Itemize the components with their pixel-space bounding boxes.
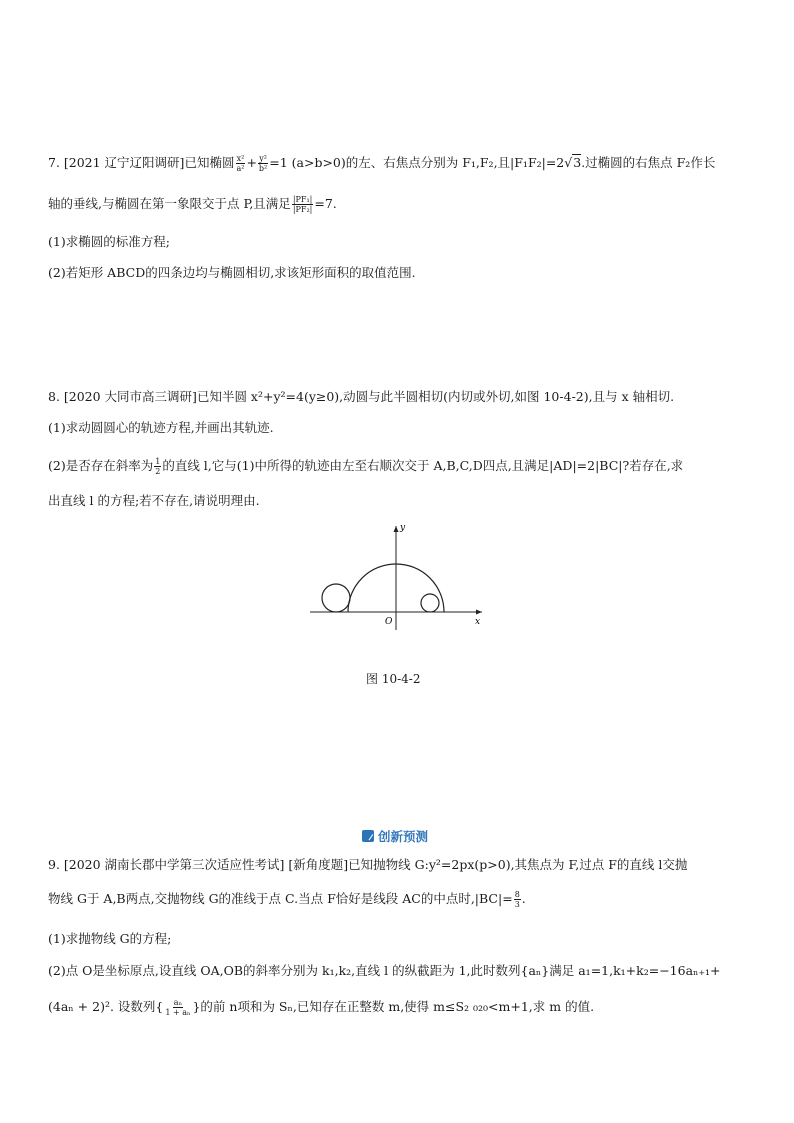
x-axis-arrow xyxy=(476,610,482,615)
q8-part-1: (1)求动圆圆心的轨迹方程,并画出其轨迹. xyxy=(48,420,274,435)
figure-caption: 图 10-4-2 xyxy=(366,672,421,686)
q7-part-2: (2)若矩形 ABCD的四条边均与椭圆相切,求该矩形面积的取值范围. xyxy=(48,265,416,280)
figure-semicircle-diagram xyxy=(300,518,500,633)
frac-seq-num: aₙ xyxy=(173,998,183,1007)
q9-line-2-a: 物线 G于 A,B两点,交抛物线 G的准线于点 C.当点 F恰好是线段 AC的中点时,|BC|= xyxy=(48,891,513,906)
q8-part-2 xyxy=(48,457,683,476)
frac-y2-num: y² xyxy=(259,154,267,163)
frac-bc-num: 8 xyxy=(514,890,520,899)
q8-line-1: 8. [2020 大同市高三调研]已知半圆 x²+y²=4(y≥0),动圆与此半圆相切(内切或外切,如图 10-4-2),且与 x 轴相切. xyxy=(48,389,675,404)
section-header-label: 创新预测 xyxy=(378,829,429,844)
q8-part-2-b: 的直线 l,它与(1)中所得的轨迹由左至右顺次交于 A,B,C,D四点,且满足|AD|=2|BC|?若存在,求 xyxy=(162,458,684,473)
sqrt-radicand: 3 xyxy=(573,155,582,170)
q7-line-2 xyxy=(48,195,337,214)
q9-part-2: (2)点 O是坐标原点,设直线 OA,OB的斜率分别为 k₁,k₂,直线 l 的纵截距为 1,此时数列{aₙ}满足 a₁=1,k₁+k₂=−16aₙ₊₁+ xyxy=(48,963,721,978)
frac-slope-num: 1 xyxy=(155,457,161,466)
sqrt-symbol: √ xyxy=(564,155,573,170)
frac-slope xyxy=(154,457,161,476)
q8-part-2-a: (2)是否存在斜率为 xyxy=(48,458,154,473)
q7-text-b: =1 (a>b>0)的左、右焦点分别为 F₁,F₂,且|F₁F₂|=2 xyxy=(269,155,565,170)
y-axis-label: y xyxy=(400,523,406,533)
plus-sign: + xyxy=(246,155,257,170)
internal-tangent-circle xyxy=(421,594,439,612)
q7-part-1: (1)求椭圆的标准方程; xyxy=(48,234,170,249)
q8-part-3: 出直线 l 的方程;若不存在,请说明理由. xyxy=(48,493,260,508)
q7-text-a: 7. [2021 辽宁辽阳调研]已知椭圆 xyxy=(48,155,235,170)
x-axis-label: x xyxy=(475,617,481,627)
origin-label: O xyxy=(385,617,393,627)
y-axis-arrow xyxy=(394,526,399,532)
q7-text-2a: 轴的垂线,与椭圆在第一象限交于点 P,且满足 xyxy=(48,196,291,211)
pen-icon xyxy=(362,830,374,842)
frac-seq-den: 1 + aₙ xyxy=(165,1008,191,1017)
q7-text-c: .过椭圆的右焦点 F₂作长 xyxy=(581,155,716,170)
q9-part-3 xyxy=(48,998,594,1017)
frac-y2-den: b² xyxy=(258,164,268,173)
frac-bc-den: 3 xyxy=(514,900,520,909)
q9-part-1: (1)求抛物线 G的方程; xyxy=(48,931,172,946)
frac-x2 xyxy=(235,154,245,173)
frac-pf-num: |PF₁| xyxy=(292,195,313,204)
q7-text-2b: =7. xyxy=(314,196,337,211)
q9-part-3-a: (4aₙ + 2)². 设数列{ xyxy=(48,999,164,1014)
q9-line-2-b: . xyxy=(521,891,526,906)
frac-slope-den: 2 xyxy=(155,467,161,476)
q9-line-2 xyxy=(48,890,526,909)
frac-pf-den: |PF₂| xyxy=(292,205,313,214)
frac-bc xyxy=(514,890,521,909)
external-tangent-circle xyxy=(322,584,350,612)
section-header xyxy=(362,827,428,845)
frac-x2-den: a² xyxy=(236,164,245,173)
frac-pf xyxy=(292,195,314,214)
frac-seq xyxy=(164,998,191,1017)
q7-line-1 xyxy=(48,154,715,173)
frac-x2-num: x² xyxy=(236,154,245,163)
q9-line-1: 9. [2020 湖南长郡中学第三次适应性考试] [新角度题]已知抛物线 G:y²=2px(p>0),其焦点为 F,过点 F的直线 l交抛 xyxy=(48,857,688,872)
q9-part-3-b: }的前 n项和为 Sₙ,已知存在正整数 m,使得 m≤S₂ ₀₂₀<m+1,求 m 的值. xyxy=(192,999,595,1014)
frac-y2 xyxy=(258,154,268,173)
